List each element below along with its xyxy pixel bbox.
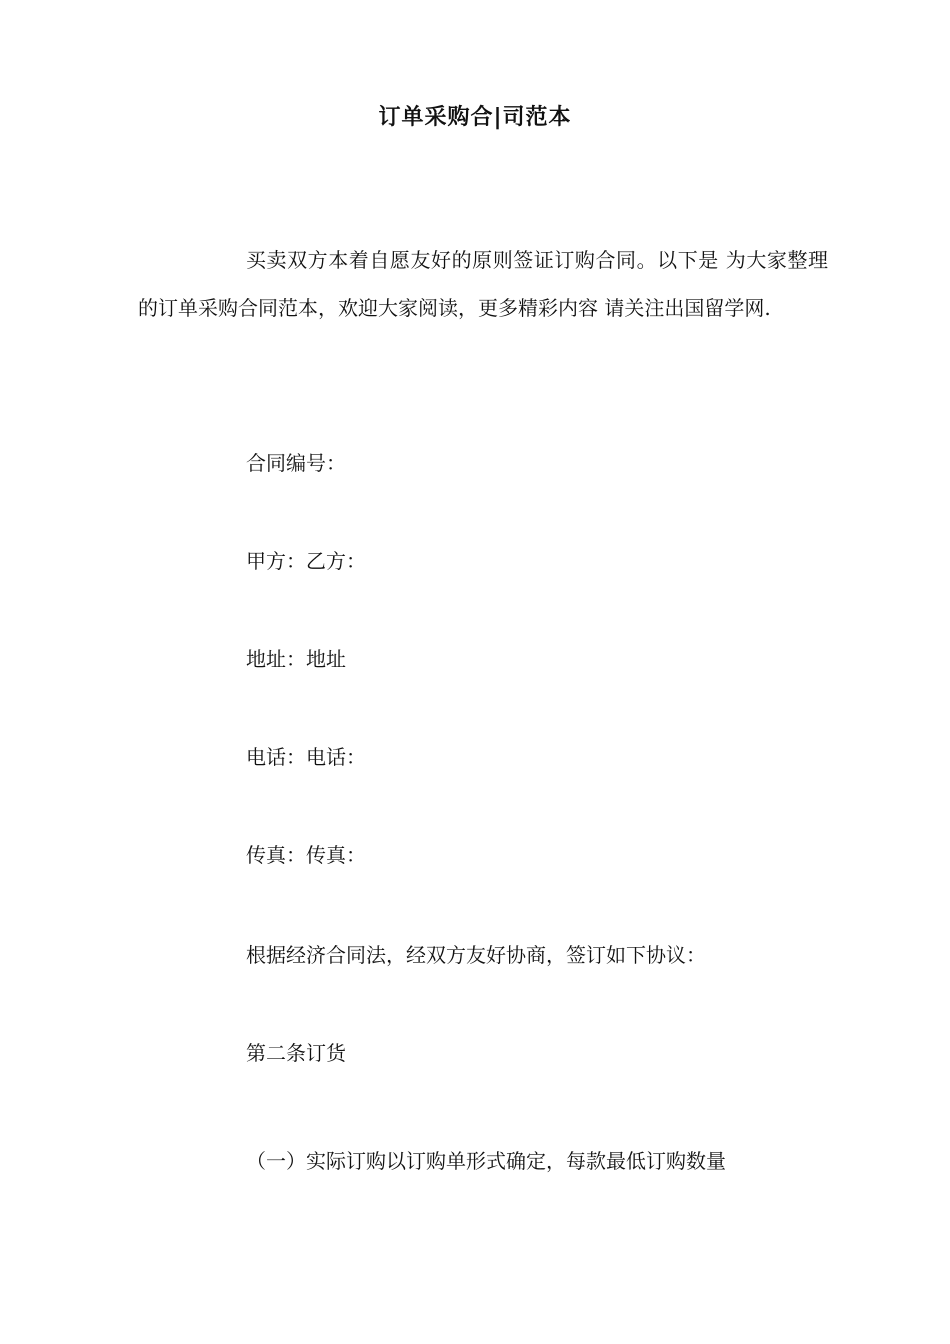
clause-line: （一）实际订购以订购单形式确定，每款最低订购数量 xyxy=(246,1149,726,1173)
intro-paragraph: 买卖双方本着自愿友好的原则签证订购合同。以下是 为大家整理的订单采购合同范本，欢迎大家阅读，更多精彩内容 请关注出国留学网. xyxy=(138,248,828,320)
document-title: 订单采购合|司范本 xyxy=(378,105,572,130)
contract-number-line: 合同编号： xyxy=(246,451,346,475)
article-heading: 第二条订货 xyxy=(246,1041,346,1065)
parties-line: 甲方：乙方： xyxy=(246,549,366,573)
fax-line: 传真：传真： xyxy=(246,843,366,867)
basis-line: 根据经济合同法，经双方友好协商，签订如下协议： xyxy=(246,943,706,967)
address-line: 地址：地址 xyxy=(246,647,346,671)
phone-line: 电话：电话： xyxy=(246,745,366,769)
